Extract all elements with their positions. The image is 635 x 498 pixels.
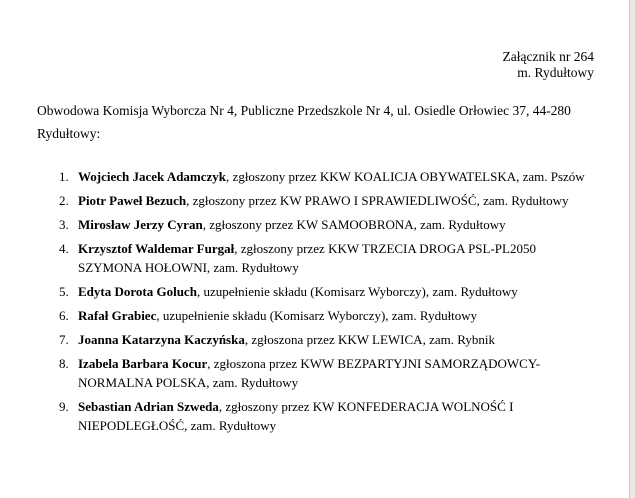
item-number: 3. [59, 217, 69, 232]
item-number: 4. [59, 241, 69, 256]
member-details: , zgłoszony przez KKW KOALICJA OBYWATELSKA, zam. Pszów [226, 169, 585, 184]
item-number: 7. [59, 332, 69, 347]
list-item [37, 330, 597, 349]
list-item [37, 354, 597, 392]
item-number: 2. [59, 193, 69, 208]
member-details: , uzupełnienie składu (Komisarz Wyborczy), zam. Rydułtowy [196, 284, 518, 299]
member-name: Rafał Grabiec [78, 308, 157, 323]
list-item [37, 191, 597, 210]
list-item [37, 167, 597, 186]
list-item [37, 282, 597, 301]
member-name: Wojciech Jacek Adamczyk [78, 169, 227, 184]
page-edge [629, 0, 635, 498]
item-number: 1. [59, 169, 69, 184]
list-item [37, 397, 597, 435]
member-name: Joanna Katarzyna Kaczyńska [78, 332, 245, 347]
member-name: Krzysztof Waldemar Furgał [78, 241, 235, 256]
member-list [37, 167, 597, 440]
item-number: 6. [59, 308, 69, 323]
list-item [37, 306, 597, 325]
item-number: 9. [59, 399, 69, 414]
member-name: Edyta Dorota Goluch [78, 284, 197, 299]
city-label: m. Rydułtowy [517, 65, 594, 80]
member-name: Izabela Barbara Kocur [78, 356, 208, 371]
attachment-number: Załącznik nr 264 [502, 49, 594, 64]
list-item [37, 215, 597, 234]
member-name: Mirosław Jerzy Cyran [78, 217, 203, 232]
member-name: Sebastian Adrian Szweda [78, 399, 219, 414]
member-details: , uzupełnienie składu (Komisarz Wyborczy), zam. Rydułtowy [156, 308, 478, 323]
item-number: 5. [59, 284, 69, 299]
document-header [503, 49, 594, 81]
member-details: , zgłoszona przez KWW BEZPARTYJNI SAMORZĄDOWCY-NORMALNA POLSKA, zam. Rydułtowy [78, 356, 541, 390]
commission-address: Obwodowa Komisja Wyborcza Nr 4, Publiczne Przedszkole Nr 4, ul. Osiedle Orłowiec 37, 44-280 Rydułtowy: [37, 103, 571, 141]
member-details: , zgłoszony przez KKW TRZECIA DROGA PSL-PL2050 SZYMONA HOŁOWNI, zam. Rydułtowy [78, 241, 536, 275]
member-details: , zgłoszony przez KW PRAWO I SPRAWIEDLIWOŚĆ, zam. Rydułtowy [186, 193, 569, 208]
list-item [37, 239, 597, 277]
member-details: , zgłoszony przez KW KONFEDERACJA WOLNOŚĆ I NIEPODLEGŁOŚĆ, zam. Rydułtowy [78, 399, 514, 433]
item-number: 8. [59, 356, 69, 371]
member-details: , zgłoszony przez KW SAMOOBRONA, zam. Rydułtowy [202, 217, 506, 232]
member-details: , zgłoszona przez KKW LEWICA, zam. Rybnik [244, 332, 495, 347]
member-name: Piotr Paweł Bezuch [78, 193, 187, 208]
